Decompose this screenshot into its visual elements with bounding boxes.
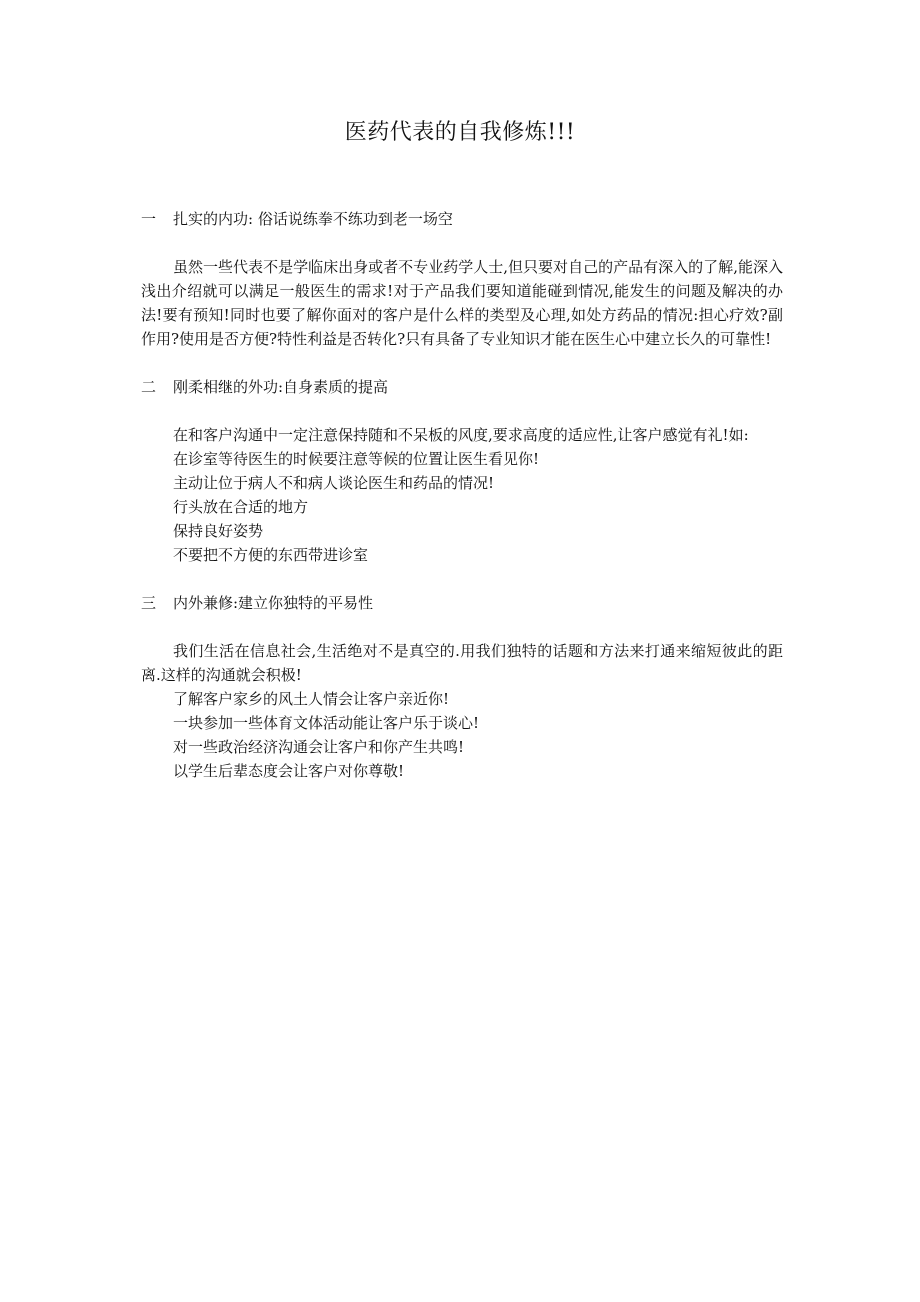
list-item: 以学生后辈态度会让客户对你尊敬! — [173, 762, 405, 780]
section-heading-text: 刚柔相继的外功:自身素质的提高 — [173, 378, 389, 396]
list-item: 行头放在合适的地方 — [173, 498, 309, 516]
list-item: 保持良好姿势 — [173, 522, 264, 540]
list-item: 在诊室等待医生的时候要注意等候的位置让医生看见你! — [173, 450, 540, 468]
section-number: 三 — [141, 594, 157, 612]
section-heading-text: 内外兼修:建立你独特的平易性 — [173, 594, 374, 612]
section-number: 二 — [141, 378, 157, 396]
section-heading-1 — [141, 207, 783, 231]
section-number: 一 — [141, 210, 157, 228]
section-heading-text: 扎实的内功: 俗话说练拳不练功到老一场空 — [173, 210, 453, 228]
list-item: 主动让位于病人不和病人谈论医生和药品的情况! — [173, 474, 495, 492]
list-item: 了解客户家乡的风土人情会让客户亲近你! — [173, 690, 450, 708]
list-item: 对一些政治经济沟通会让客户和你产生共鸣! — [173, 738, 465, 756]
section-paragraph-3: 我们生活在信息社会,生活绝对不是真空的.用我们独特的话题和方法来打通来缩短彼此的距离.这样的沟通就会积极! — [141, 642, 783, 684]
list-item: 不要把不方便的东西带进诊室 — [173, 546, 369, 564]
section-heading-3 — [141, 591, 783, 615]
document-title: 医药代表的自我修炼!!! — [344, 120, 576, 145]
document-body — [141, 207, 783, 783]
section-paragraph-1: 虽然一些代表不是学临床出身或者不专业药学人士,但只要对自己的产品有深入的了解,能深入浅出介绍就可以满足一般医生的需求!对于产品我们要知道能碰到情况,能发生的问题及解决的办法!要有预知!同时也要了解你面对的客户是什么样的类型及心理,如处方药品的情况:担心疗效?副作用?使用是否方便?特性利益是否转化?只有具备了专业知识才能在医生心中建立长久的可靠性! — [141, 258, 783, 348]
section-heading-2 — [141, 375, 783, 399]
list-item: 一块参加一些体育文体活动能让客户乐于谈心! — [173, 714, 480, 732]
section-paragraph-2: 在和客户沟通中一定注意保持随和不呆板的风度,要求高度的适应性,让客户感觉有礼!如: — [173, 426, 749, 444]
